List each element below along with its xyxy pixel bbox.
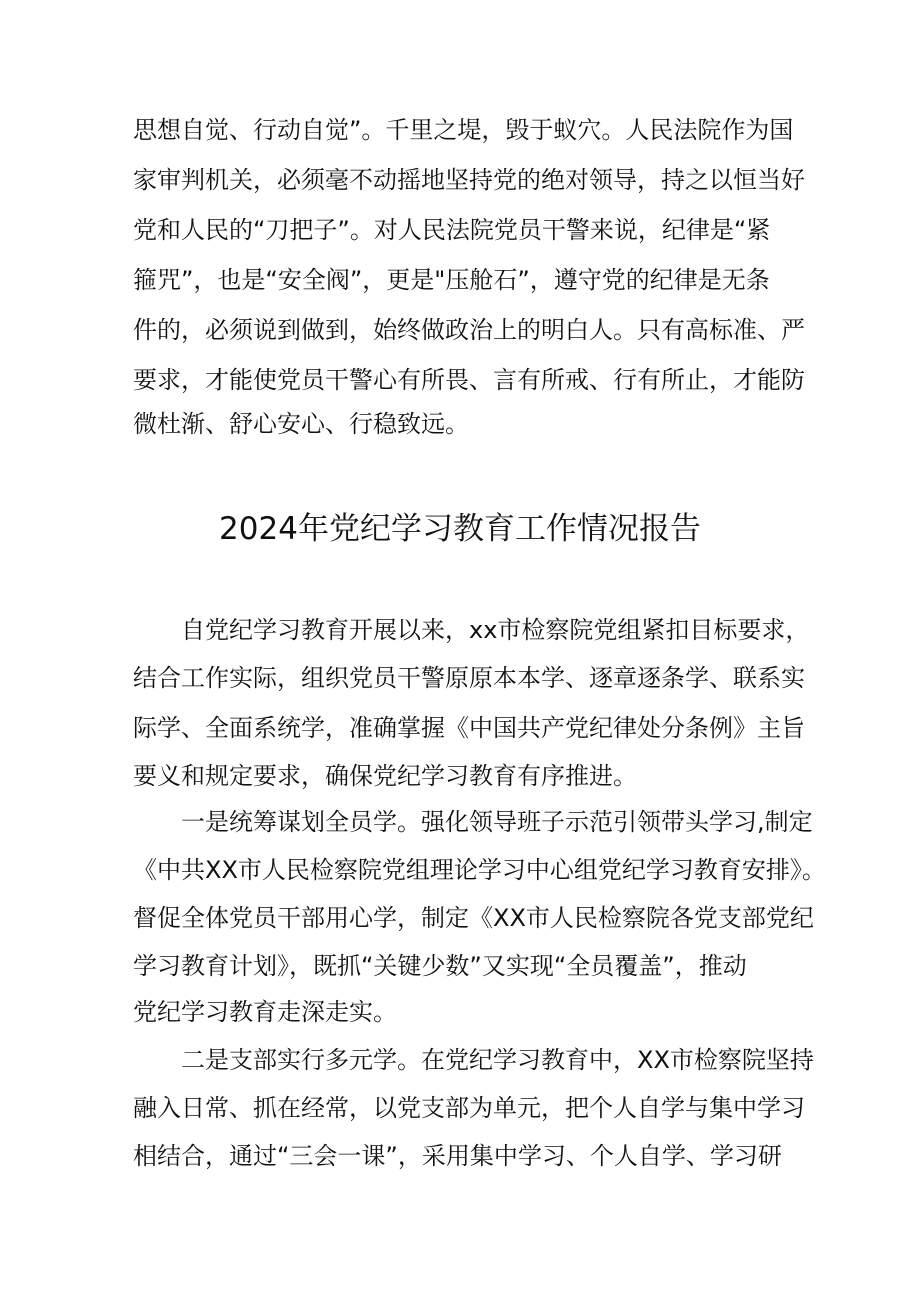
text-line: 件的，必须说到做到，始终做政治上的明白人。只有高标准、严 [133, 316, 805, 344]
text-line: 要求，才能使党员干警心有所畏、言有所戒、行有所止，才能防 [133, 366, 805, 394]
text-line: 箍咒”，也是“安全阀”，更是"压舱石”，遵守党的纪律是无条 [133, 266, 770, 294]
text-line: 要义和规定要求，确保党纪学习教育有序推进。 [133, 762, 637, 790]
text-line: 思想自觉、行动自觉”。千里之堤，毁于蚁穴。人民法院作为国 [133, 116, 794, 144]
text-line: 自党纪学习教育开展以来，xx市检察院党组紧扣目标要求， [181, 616, 810, 644]
text-line: 际学、全面系统学，准确掌握《中国共产党纪律处分条例》主旨 [133, 714, 805, 742]
text-line: 督促全体党员干部用心学，制定《XX市人民检察院各党支部党纪 [133, 904, 814, 932]
text-line: 《中共XX市人民检察院党组理论学习中心组党纪学习教育安排》。 [133, 856, 826, 884]
text-line: 二是支部实行多元学。在党纪学习教育中，XX市检察院坚持 [181, 1046, 814, 1074]
text-line: 党和人民的“刀把子”。对人民法院党员干警来说，纪律是“紧 [133, 216, 771, 244]
text-line: 一是统筹谋划全员学。强化领导班子示范引领带头学习,制定 [181, 808, 813, 836]
report-title: 2024年党纪学习教育工作情况报告 [219, 511, 701, 547]
text-line: 学习教育计划》，既抓“关键少数”又实现“全员覆盖”，推动 [133, 952, 747, 980]
text-line: 微杜渐、舒心安心、行稳致远。 [133, 410, 469, 438]
text-line: 相结合，通过“三会一课”，采用集中学习、个人自学、学习研 [133, 1142, 782, 1170]
text-line: 家审判机关，必须毫不动摇地坚持党的绝对领导，持之以恒当好 [133, 166, 805, 194]
text-line: 结合工作实际，组织党员干警原原本本学、逐章逐条学、联系实 [133, 664, 805, 692]
text-line: 融入日常、抓在经常，以党支部为单元，把个人自学与集中学习 [133, 1094, 805, 1122]
text-line: 党纪学习教育走深走实。 [133, 998, 397, 1026]
